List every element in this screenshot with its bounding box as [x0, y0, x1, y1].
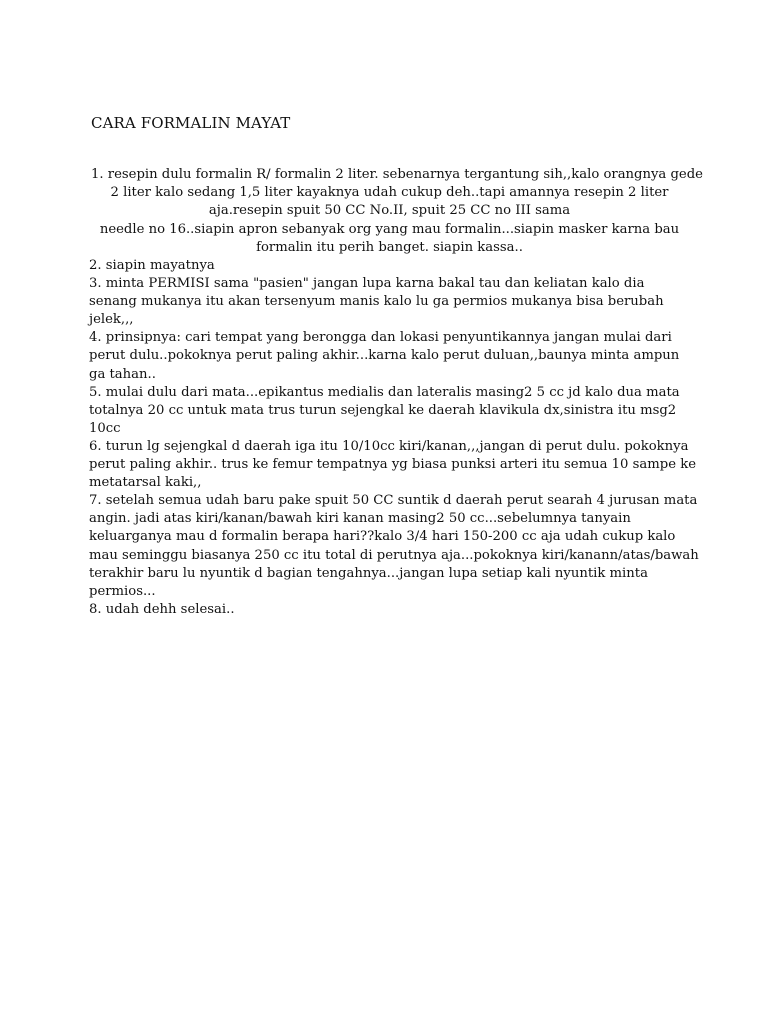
step-1-paragraph — [91, 166, 703, 257]
document-title: CARA FORMALIN MAYAT — [91, 114, 291, 132]
text-line: perut dulu..pokoknya perut paling akhir...karna kalo perut duluan,,baunya minta ampun — [89, 348, 680, 364]
text-line: jelek,,, — [89, 312, 134, 328]
text-line: 10cc — [89, 420, 121, 436]
text-line: 4. prinsipnya: cari tempat yang berongga dan lokasi penyuntikannya jangan mulai dari — [89, 330, 672, 346]
text-line: 7. setelah semua udah baru pake spuit 50 CC suntik d daerah perut searah 4 jurusan mata — [89, 493, 698, 509]
text-line: mau seminggu biasanya 250 cc itu total di perutnya aja...pokoknya kiri/kanann/atas/bawah — [89, 547, 699, 563]
text-line: angin. jadi atas kiri/kanan/bawah kiri kanan masing2 50 cc...sebelumnya tanyain — [89, 511, 631, 527]
text-line: totalnya 20 cc untuk mata trus turun sejengkal ke daerah klavikula dx,sinistra itu msg2 — [89, 402, 677, 418]
text-line: 1. resepin dulu formalin R/ formalin 2 liter. sebenarnya tergantung sih,,kalo orangnya gede — [91, 167, 703, 182]
text-line: 2. siapin mayatnya — [89, 258, 215, 273]
text-line: formalin itu perih banget. siapin kassa.. — [256, 239, 523, 255]
text-line: needle no 16..siapin apron sebanyak org yang mau formalin...siapin masker karna bau — [99, 221, 680, 237]
text-line: perut paling akhir.. trus ke femur tempatnya yg biasa punksi arteri itu semua 10 sampe ke — [89, 457, 697, 473]
text-line: 6. turun lg sejengkal d daerah iga itu 10/10cc kiri/kanan,,,jangan di perut dulu. pokoknya — [89, 438, 689, 454]
text-line: ga tahan.. — [89, 366, 156, 382]
text-line: 8. udah dehh selesai.. — [89, 601, 235, 617]
text-line: metatarsal kaki,, — [89, 475, 202, 491]
text-line: terakhir baru lu nyuntik d bagian tengahnya...jangan lupa setiap kali nyuntik minta — [89, 565, 648, 581]
text-line: senang mukanya itu akan tersenyum manis kalo lu ga permios mukanya bisa berubah — [89, 294, 664, 310]
text-line: aja.resepin spuit 50 CC No.II, spuit 25 CC no III sama — [208, 203, 571, 219]
text-line: permios... — [89, 583, 156, 599]
steps-2-to-8 — [89, 257, 699, 619]
text-line: 5. mulai dulu dari mata...epikantus medialis dan lateralis masing2 5 cc jd kalo dua mata — [89, 384, 680, 400]
text-line: 3. minta PERMISI sama "pasien" jangan lupa karna bakal tau dan keliatan kalo dia — [89, 276, 645, 292]
text-line: keluarganya mau d formalin berapa hari??kalo 3/4 hari 150-200 cc aja udah cukup kalo — [89, 529, 676, 545]
text-line: 2 liter kalo sedang 1,5 liter kayaknya udah cukup deh..tapi amannya resepin 2 liter — [110, 185, 669, 201]
